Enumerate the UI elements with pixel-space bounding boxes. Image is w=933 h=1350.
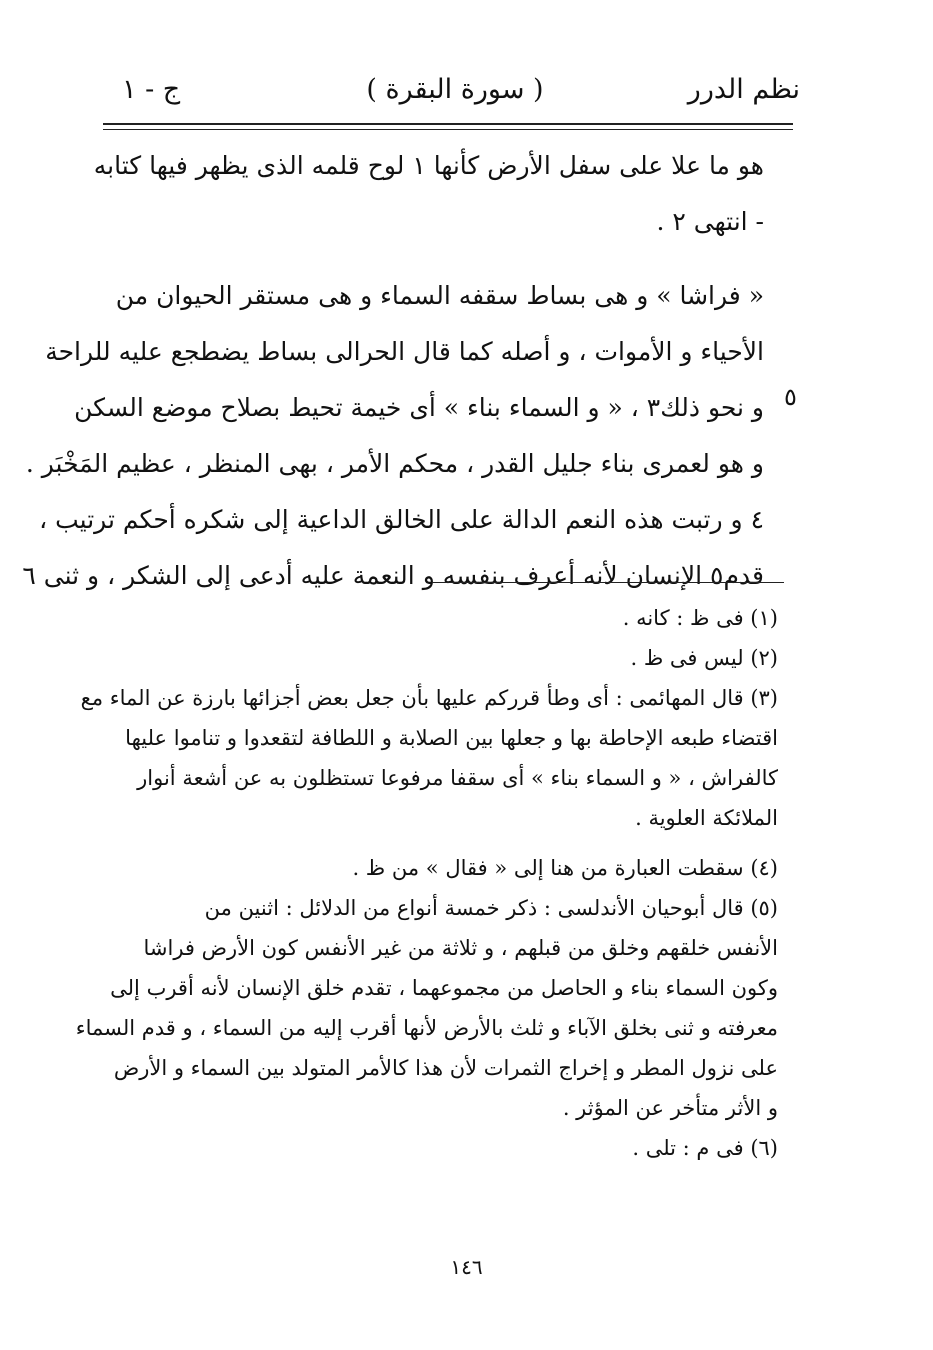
footnote-2: (٢) ليس فى ظ . bbox=[630, 646, 778, 670]
text-line: هو ما علا على سفل الأرض كأنها ١ لوح قلمه الذى يظهر فيها كتابه bbox=[93, 151, 764, 180]
text-line: « فراشا » و هى بساط سقفه السماء و هى مستقر الحيوان من bbox=[115, 281, 764, 310]
running-header bbox=[110, 68, 800, 112]
footnote-5-line: على نزول المطر و إخراج الثمرات لأن هذا كالأمر المتولد بين السماء و الأرض bbox=[113, 1056, 778, 1080]
footnote-3-line: كالفراش ، « و السماء بناء » أى سقفا مرفوعا تستظلون به عن أشعة أنوار bbox=[137, 766, 778, 790]
surah-title: ( سورة البقرة ) bbox=[366, 74, 544, 105]
text-line: قدم٥ الإنسان لأنه أعرف بنفسه و النعمة عليه أدعى إلى الشكر ، و ثنى ٦ bbox=[22, 561, 764, 590]
footnote-5-line: الأنفس خلقهم وخلق من قبلهم ، و ثلاثة من غير الأنفس كون الأرض فراشا bbox=[143, 936, 778, 960]
book-title: نظم الدرر bbox=[687, 74, 800, 105]
text-line: الأحياء و الأموات ، و أصله كما قال الحرالى بساط يضطجع عليه للراحة bbox=[45, 337, 764, 366]
page-number: ١٤٦ bbox=[450, 1255, 483, 1279]
header-rule-thin bbox=[103, 129, 793, 130]
text-line: و هو لعمرى بناء جليل القدر ، محكم الأمر ، بهى المنظر ، عظيم المَخْبَر . bbox=[25, 449, 764, 478]
footnote-3-line: الملائكة العلوية . bbox=[635, 806, 778, 830]
footnotes bbox=[75, 598, 778, 1168]
footnote-3: (٣) قال المهائمى : أى وطأ قرركم عليها بأن جعل بعض أجزائها بارزة عن الماء مع bbox=[80, 686, 778, 710]
footnote-5-line: وكون السماء بناء و الحاصل من مجموعهما ، تقدم خلق الإنسان لأنه أقرب إلى bbox=[110, 976, 778, 1000]
text-line: ٤ و رتبت هذه النعم الدالة على الخالق الداعية إلى شكره أحكم ترتيب ، bbox=[39, 505, 764, 534]
footnote-3-line: اقتضاء طبعه الإحاطة بها و جعلها بين الصلابة و اللطافة لتقعدوا و تناموا عليها bbox=[125, 726, 778, 750]
footnote-6: (٦) فى م : تلى . bbox=[632, 1136, 778, 1160]
volume-number: ج - ١ bbox=[122, 74, 181, 105]
footnote-separator bbox=[432, 582, 784, 583]
text-line: - انتهى ٢ . bbox=[656, 207, 764, 236]
footnote-5-line: معرفته و ثنى بخلق الآباء و ثلث بالأرض لأنها أقرب إليه من السماء ، و قدم السماء bbox=[75, 1016, 778, 1040]
main-text bbox=[22, 138, 764, 604]
footnote-4: (٤) سقطت العبارة من هنا إلى « فقال » من ظ . bbox=[352, 856, 778, 880]
header-rule-thick bbox=[103, 123, 793, 125]
footnote-5: (٥) قال أبوحيان الأندلسى : ذكر خمسة أنواع من الدلائل : اثنين من bbox=[204, 896, 778, 920]
footnote-5-line: و الأثر متأخر عن المؤثر . bbox=[562, 1096, 778, 1120]
text-line: و نحو ذلك٣ ، « و السماء بناء » أى خيمة تحيط بصلاح موضع السكن bbox=[74, 393, 764, 422]
line-number-marker: ٥ bbox=[784, 383, 797, 411]
footnote-1: (١) فى ظ : كانه . bbox=[622, 606, 778, 630]
